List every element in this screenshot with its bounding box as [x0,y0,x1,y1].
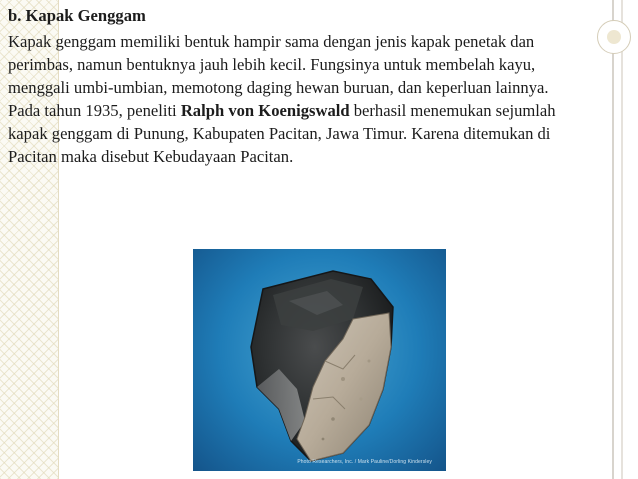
paragraph-text-part-2: berhasil menemukan sejumlah kapak genggam di Punung, Kabupaten Pacitan, Jawa Timur. Karena ditemukan di Pacitan maka disebut Kebudayaan Pacitan. [8,101,556,166]
decorative-right-line [612,0,614,479]
hand-axe-photo [193,249,446,471]
slide-content [8,4,568,168]
paragraph-text-part-1: Kapak genggam memiliki bentuk hampir sama dengan jenis kapak penetak dan perimbas, namun bentuknya jauh lebih kecil. Fungsinya untuk membelah kayu, menggali umbi-umbian, memotong daging hewan buruan, dan keperluan lainnya. Pada tahun 1935, peneliti [8,32,549,120]
slide-ornament-circle [597,20,631,54]
decorative-right-line [621,0,623,479]
hand-axe-illustration [193,249,446,471]
body-paragraph [8,30,568,168]
photo-credit: Photo Researchers, Inc. / Mark Pauline/Dorling Kindersley [297,459,432,465]
researcher-name: Ralph von Koenigswald [180,101,350,120]
section-heading: b. Kapak Genggam [8,6,146,25]
